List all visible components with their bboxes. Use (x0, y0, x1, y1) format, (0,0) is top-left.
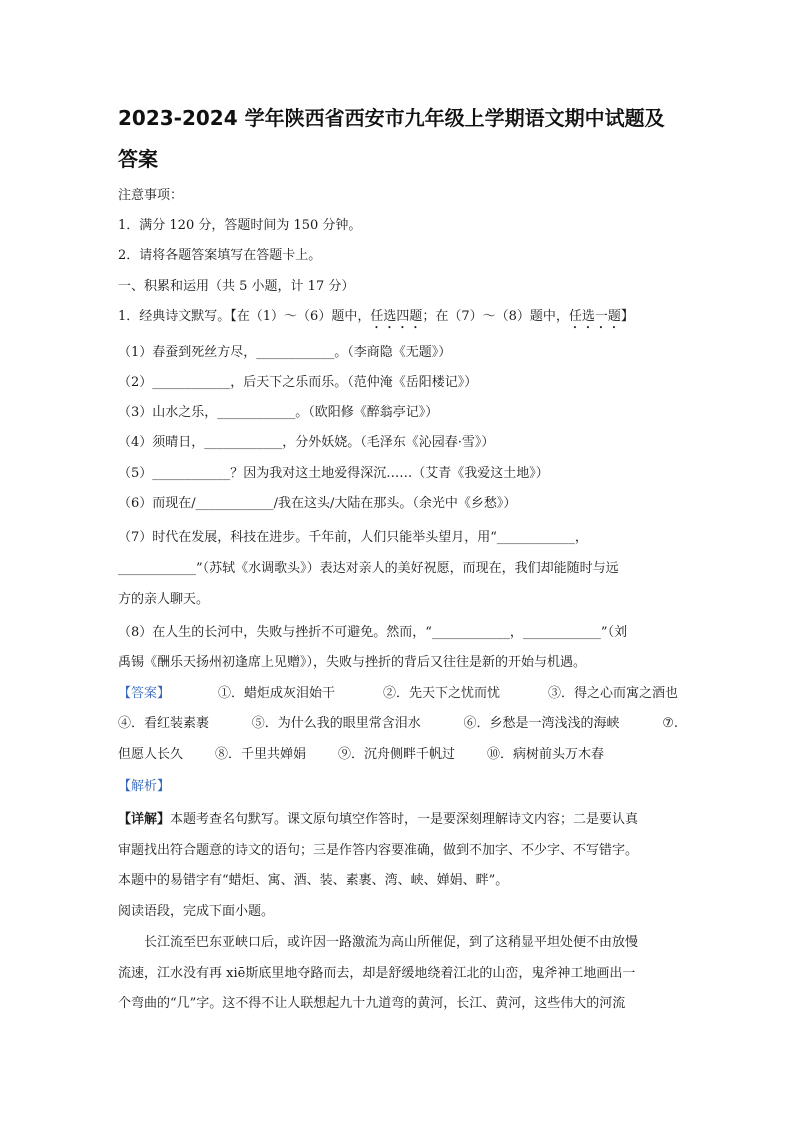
question-item-6: （6）而现在/____________/我在这头/大陆在那头。（余光中《乡愁》） (118, 496, 517, 511)
answer-2: ②．先天下之忧而忧 (382, 686, 500, 701)
answer-7-marker: ⑦. (662, 716, 678, 731)
question-item-3: （3）山水之乐，____________。（欧阳修《醉翁亭记》） (118, 405, 439, 420)
answer-7: 但愿人长久 (118, 747, 184, 762)
detail-label: 【详解】 (118, 812, 171, 827)
answer-6: ⑥．乡愁是一湾浅浅的海峡 (463, 716, 620, 731)
answer-10: ⑩．病树前头万木春 (487, 747, 605, 762)
section-heading: 一、积累和运用（共 5 小题，计 17 分） (118, 279, 355, 294)
notice-heading: 注意事项： (118, 188, 184, 203)
answer-9: ⑨．沉舟侧畔千帆过 (338, 747, 456, 762)
answer-label: 【答案】 (118, 686, 171, 701)
question-item-8-line2: 禹锡《酬乐天扬州初逢席上见赠》），失败与挫折的背后又往往是新的开始与机遇。 (118, 655, 587, 670)
stem-emphasis-1: 任选四题 (370, 309, 423, 324)
analysis-text-1: 本题考查名句默写。课文原句填空作答时，一是要深刻理解诗文内容；二是要认真 (170, 812, 639, 827)
answer-3: ③．得之心而寓之酒也 (547, 686, 678, 701)
answer-1: ①．蜡炬成灰泪始干 (217, 686, 335, 701)
analysis-line-1 (118, 811, 678, 829)
answer-row-1 (118, 685, 678, 703)
reading-paragraph-line-3: 个弯曲的“几”字。这不得不让人联想起九十九道弯的黄河，长江、黄河，这些伟大的河流 (118, 996, 626, 1011)
question-item-4: （4）须晴日，____________，分外妖娆。（毛泽东《沁园春·雪》） (118, 435, 495, 450)
question-item-2: （2）____________，后天下之乐而乐。（范仲淹《岳阳楼记》） (118, 375, 478, 390)
reading-intro: 阅读语段，完成下面小题。 (118, 904, 275, 919)
answer-row-2 (118, 715, 678, 733)
question-item-7-line3: 方的亲人聊天。 (118, 592, 210, 607)
question-stem (118, 308, 678, 332)
question-item-8-line1: （8）在人生的长河中，失败与挫折不可避免。然而，“____________，____________”（刘 (118, 625, 628, 640)
stem-part-a: 1．经典诗文默写。【在（1）～（6）题中， (118, 309, 371, 324)
question-item-7-line2: ____________”（苏轼《水调歌头》）表达对亲人的美好祝愿，而现在，我们却能随时与远 (118, 561, 619, 576)
stem-emphasis-2: 任选一题 (568, 309, 621, 324)
stem-part-c: 】 (620, 309, 634, 324)
question-item-1: （1）春蚕到死丝方尽，____________。（李商隐《无题》） (118, 345, 452, 360)
answer-5: ⑤．为什么我的眼里常含泪水 (251, 716, 421, 731)
notice-item-1: 1．满分 120 分，答题时间为 150 分钟。 (118, 218, 362, 233)
answer-4: ④．看红装素裹 (118, 716, 210, 731)
stem-part-b: ；在（7）～（8）题中， (422, 309, 569, 324)
notice-item-2: 2．请将各题答案填写在答题卡上。 (118, 248, 322, 263)
reading-paragraph-line-1: 长江流至巴东亚峡口后，或许因一路激流为高山所催促，到了这稍显平坦处便不由放慢 (144, 935, 639, 950)
page-title: 2023-2024 学年陕西省西安市九年级上学期语文期中试题及答案 (118, 106, 665, 171)
answer-row-3 (118, 746, 678, 764)
reading-paragraph-line-2: 流速，江水没有再 xiē斯底里地夺路而去，却是舒缓地绕着江北的山峦，鬼斧神工地画出一 (118, 966, 636, 981)
analysis-line-3: 本题中的易错字有“蜡炬、寓、酒、装、素裹、湾、峡、婵娟、畔”。 (118, 873, 509, 888)
question-item-5: （5）____________？因为我对这土地爱得深沉……（艾青《我爱这土地》） (118, 466, 549, 481)
analysis-line-2: 审题找出符合题意的诗文的语句；三是作答内容要准确，做到不加字、不少字、不写错字。 (118, 843, 639, 858)
answer-8: ⑧．千里共婵娟 (215, 747, 307, 762)
analysis-label: 【解析】 (118, 779, 171, 794)
question-item-7-line1: （7）时代在发展，科技在进步。千年前，人们只能举头望月，用“____________， (118, 530, 588, 545)
